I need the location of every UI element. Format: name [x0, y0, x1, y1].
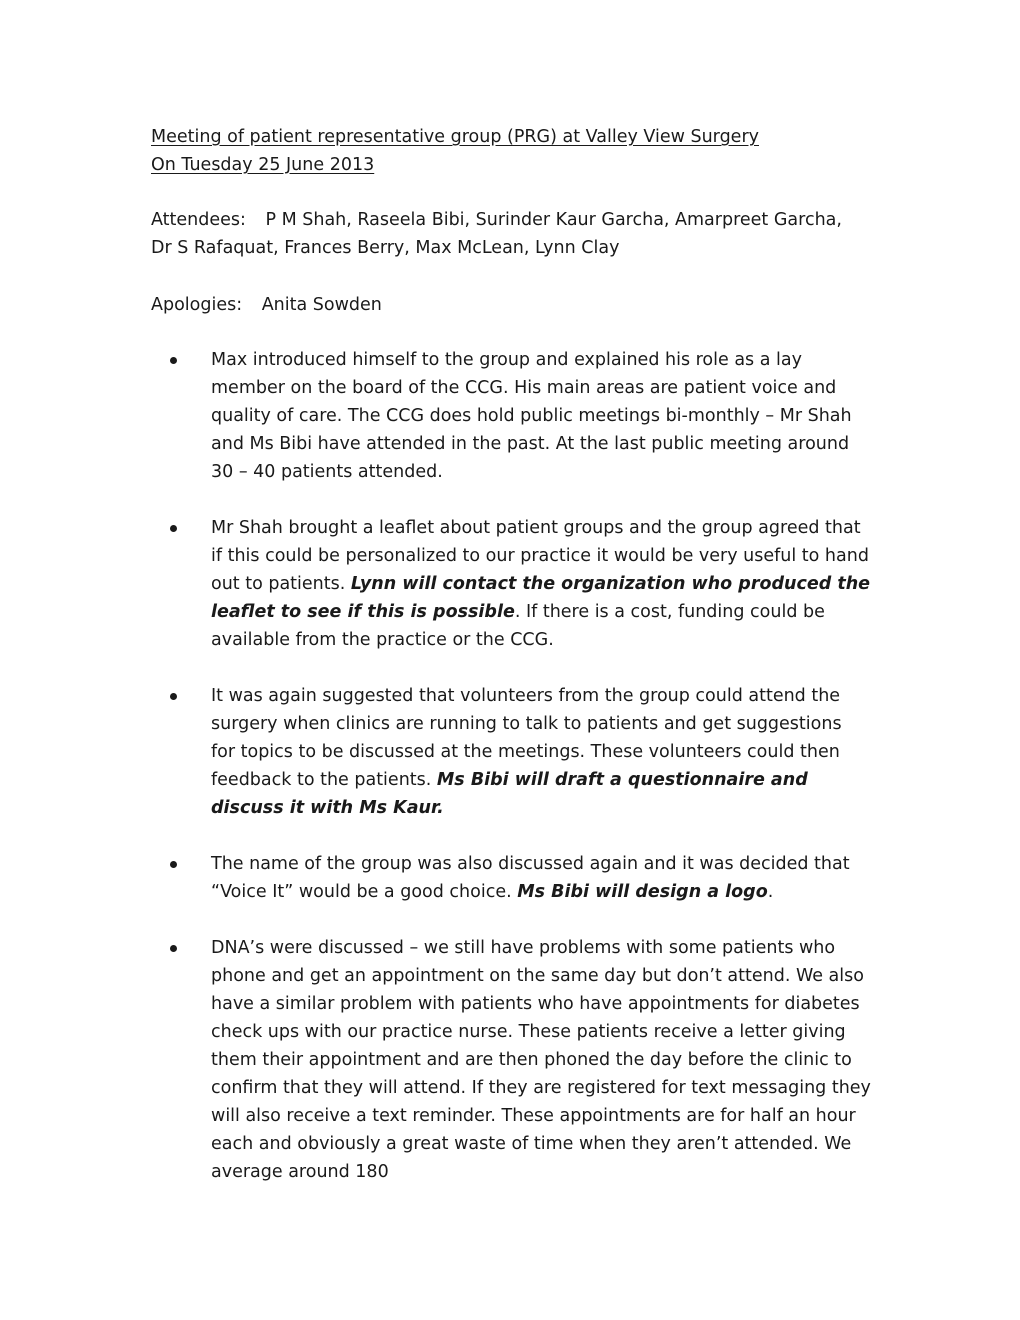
list-item [151, 346, 871, 486]
apologies-names: Anita Sowden [261, 295, 382, 315]
meeting-heading [151, 123, 871, 179]
item-text: Mr Shah brought a leaflet about patient groups and the group agreed that if this could be personalized to our practice it would be very useful to hand out to patients. [211, 518, 869, 594]
item-text: The name of the group was also discussed again and it was decided that “Voice It” would be a good choice. [211, 854, 850, 902]
attendees-names: P M Shah, Raseela Bibi, Surinder Kaur Garcha, Amarpreet Garcha, Dr S Rafaquat, Frances Berry, Max McLean, Lynn Clay [151, 210, 842, 258]
apologies-label: Apologies: [151, 295, 243, 315]
meeting-title: Meeting of patient representative group (PRG) at Valley View Surgery [151, 127, 759, 147]
item-text: It was again suggested that volunteers from the group could attend the surgery when clinics are running to talk to patients and get suggestions for topics to be discussed at the meetings. These volunteers could then feedback to the patients. [211, 686, 842, 790]
bullet-icon [170, 357, 177, 364]
item-text-after: . If there is a cost, funding could be available from the practice or the CCG. [211, 602, 825, 650]
bullet-icon [170, 945, 177, 952]
action-point: Lynn will contact the organization who produced the leaflet to see if this is possible [211, 574, 871, 622]
list-item [151, 682, 871, 822]
minutes-bullet-list [151, 346, 871, 1214]
item-text: DNA’s were discussed – we still have problems with some patients who phone and get an appointment on the same day but don’t attend. We also have a similar problem with patients who have appointments for diabetes check ups with our practice nurse. These patients receive a letter giving them their appointment and are then phoned the day before the clinic to confirm that they will attend. If they are registered for text messaging they will also receive a text reminder. These appointments are for half an hour each and obviously a great waste of time when they aren’t attended. We average around 180 [211, 938, 871, 1182]
list-item [151, 850, 871, 906]
attendees-label: Attendees: [151, 210, 246, 230]
bullet-icon [170, 861, 177, 868]
item-text-after: . [767, 882, 774, 902]
attendees-paragraph [151, 206, 851, 262]
meeting-date: On Tuesday 25 June 2013 [151, 155, 375, 175]
apologies-paragraph [151, 291, 851, 319]
item-text: Max introduced himself to the group and explained his role as a lay member on the board of the CCG. His main areas are patient voice and quality of care. The CCG does hold public meetings bi-monthly – Mr Shah and Ms Bibi have attended in the past. At the last public meeting around 30 – 40 patients attended. [211, 350, 852, 482]
bullet-icon [170, 693, 177, 700]
bullet-icon [170, 525, 177, 532]
action-point: Ms Bibi will design a logo [517, 882, 768, 902]
list-item [151, 934, 871, 1186]
list-item [151, 514, 871, 654]
action-point: Ms Bibi will draft a questionnaire and discuss it with Ms Kaur. [211, 770, 808, 818]
